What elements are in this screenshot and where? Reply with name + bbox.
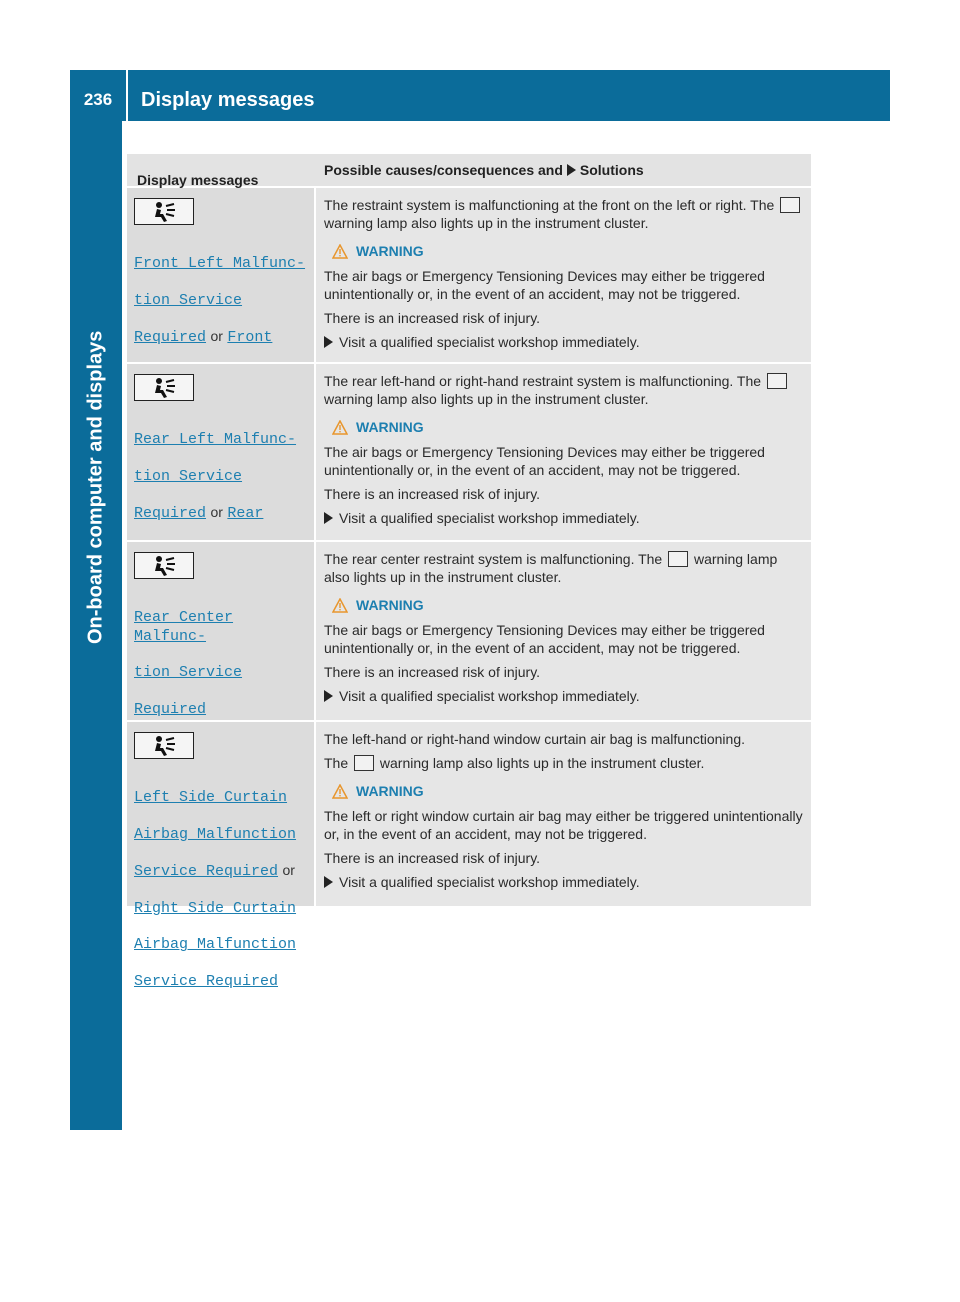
message-line: Airbag Malfunction (134, 936, 297, 954)
table-row (127, 364, 811, 540)
solution-step (324, 873, 803, 891)
airbag-warning-icon (134, 552, 194, 579)
airbag-warning-icon (134, 732, 194, 759)
airbag-lamp-inline-icon (354, 755, 374, 771)
display-message-cell (127, 188, 314, 362)
header-causes-solutions (314, 154, 811, 186)
message-line: Right Side Curtain (134, 899, 297, 917)
display-message-cell (127, 364, 314, 540)
message-line: Required (134, 329, 207, 347)
cause-text (324, 372, 803, 408)
solution-step (324, 333, 803, 351)
cause-solution-cell (316, 542, 811, 720)
step-text: Visit a qualified specialist workshop immediately. (339, 334, 640, 350)
cause-text-lamp (324, 754, 803, 772)
header-display-messages: Display messages (127, 154, 314, 186)
action-arrow-icon (324, 876, 333, 888)
warning-triangle-icon (332, 420, 348, 435)
airbag-lamp-inline-icon (780, 197, 800, 213)
warning-text: The air bags or Emergency Tensioning Devices may either be triggered unintentionally or, in the event of an accident, may not be triggered. (324, 268, 765, 302)
message-line: tion Service (134, 664, 243, 682)
cause-solution-cell (316, 722, 811, 906)
action-arrow-icon (324, 336, 333, 348)
action-arrow-icon (324, 690, 333, 702)
message-line: Required (134, 505, 207, 523)
airbag-lamp-inline-icon (767, 373, 787, 389)
display-message-cell (127, 542, 314, 720)
risk-text: There is an increased risk of injury. (324, 664, 541, 680)
airbag-warning-icon (134, 198, 194, 225)
header-solutions-text: Solutions (579, 162, 644, 178)
warning-label: WARNING (356, 419, 424, 435)
message-line: Airbag Malfunction (134, 825, 297, 843)
cause-text (324, 196, 803, 232)
airbag-lamp-inline-icon (668, 551, 688, 567)
message-line: Service Required (134, 863, 279, 881)
table-header-row (127, 154, 811, 186)
warning-triangle-icon (332, 244, 348, 259)
cause-solution-cell (316, 364, 811, 540)
cause-text-prefix: The (324, 755, 349, 771)
solution-step (324, 509, 803, 527)
action-arrow-icon (567, 164, 576, 176)
cause-text-a: The rear center restraint system is malfunctioning. The (324, 551, 663, 567)
warning-heading (332, 418, 803, 436)
header-divider (126, 70, 128, 121)
step-text: Visit a qualified specialist workshop immediately. (339, 688, 640, 704)
message-line: Rear Left Malfunc‐ (134, 431, 297, 448)
or-text: or (282, 862, 295, 879)
warning-triangle-icon (332, 784, 348, 799)
page-title: Display messages (141, 89, 315, 111)
page-header (70, 70, 890, 121)
message-line: Rear (227, 505, 264, 523)
cause-solution-cell (316, 188, 811, 362)
message-line: Front (227, 329, 273, 347)
warning-text: The left or right window curtain air bag may either be triggered unintentionally or, in the event of an accident, may not be triggered. (324, 808, 803, 842)
warning-text: The air bags or Emergency Tensioning Devices may either be triggered unintentionally or, in the event of an accident, may not be triggered. (324, 444, 765, 478)
or-text: or (210, 504, 223, 521)
message-line: Left Side Curtain (134, 789, 288, 806)
message-line: Rear Center Malfunc‐ (134, 609, 234, 645)
risk-text: There is an increased risk of injury. (324, 310, 541, 326)
table-row (127, 188, 811, 362)
warning-label: WARNING (356, 783, 424, 799)
or-text: or (210, 328, 223, 345)
display-messages-table (127, 154, 811, 990)
cause-text-b: warning lamp also lights up in the instrument cluster. (324, 215, 649, 231)
table-row (127, 722, 811, 990)
message-line: Front Left Malfunc‐ (134, 255, 306, 272)
display-message-cell (127, 722, 314, 990)
cause-text-b: warning lamp also lights up in the instrument cluster. (324, 551, 778, 585)
warning-label: WARNING (356, 243, 424, 259)
cause-text-a: The rear left-hand or right-hand restraint system is malfunctioning. The (324, 373, 762, 389)
header-causes-text: Possible causes/consequences and (324, 162, 563, 178)
warning-label: WARNING (356, 597, 424, 613)
step-text: Visit a qualified specialist workshop immediately. (339, 510, 640, 526)
warning-heading (332, 242, 803, 260)
table-row (127, 542, 811, 720)
message-line: tion Service (134, 467, 243, 485)
risk-text: There is an increased risk of injury. (324, 850, 541, 866)
message-line: Required (134, 700, 207, 718)
warning-text: The air bags or Emergency Tensioning Devices may either be triggered unintentionally or, in the event of an accident, may not be triggered. (324, 622, 765, 656)
cause-text-a: The restraint system is malfunctioning at the front on the left or right. The (324, 197, 775, 213)
solution-step (324, 687, 803, 705)
warning-heading (332, 596, 803, 614)
step-text: Visit a qualified specialist workshop immediately. (339, 874, 640, 890)
cause-text-b: warning lamp also lights up in the instrument cluster. (324, 391, 649, 407)
risk-text: There is an increased risk of injury. (324, 486, 541, 502)
warning-triangle-icon (332, 598, 348, 613)
chapter-side-tab (70, 121, 122, 1130)
action-arrow-icon (324, 512, 333, 524)
airbag-warning-icon (134, 374, 194, 401)
cause-text: The left-hand or right-hand window curtain air bag is malfunctioning. (324, 731, 746, 747)
message-line: tion Service (134, 291, 243, 309)
page-number: 236 (83, 90, 113, 109)
cause-text (324, 550, 803, 586)
chapter-label: On-board computer and displays (84, 330, 107, 644)
warning-heading (332, 782, 803, 800)
cause-text-b: warning lamp also lights up in the instrument cluster. (379, 755, 705, 771)
message-line: Service Required (134, 972, 279, 990)
